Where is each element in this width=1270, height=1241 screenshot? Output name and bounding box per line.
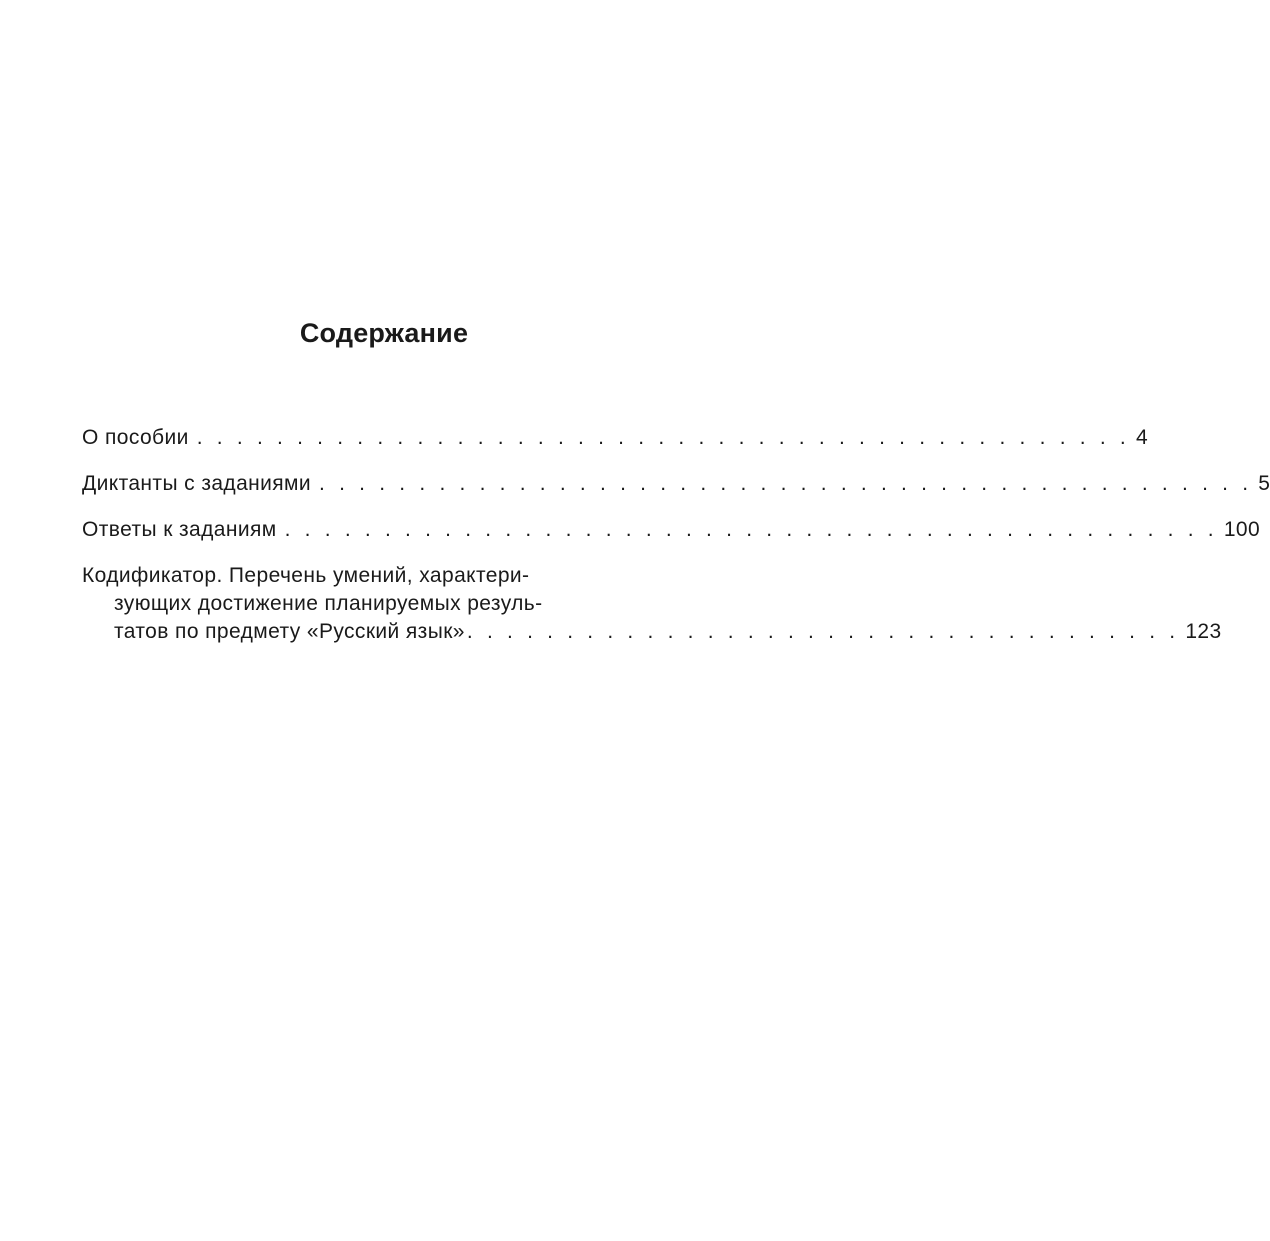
page-title: Содержание [299,318,469,348]
toc-entry-page: 4 [1135,426,1149,449]
toc-entry-label: Ответы к заданиям [82,518,277,541]
toc-entry-about[interactable] [82,424,1149,452]
toc-entry-page: 5 [1258,472,1270,495]
toc-entry-label: Диктанты с заданиями [82,472,312,495]
toc-entry-dictations[interactable] [82,470,1270,498]
dot-leader: . . . . . . . . . . . . . . . . . . . . . . . . . . . . . . . . . . . . . . . . . . . . . . . [284,518,1218,541]
toc-entry-label-line1: Кодификатор. Перечень умений, характери- [82,564,530,587]
toc-entry-label: О пособии [82,426,189,449]
toc-entry-page: 100 [1223,518,1261,541]
dot-leader: . . . . . . . . . . . . . . . . . . . . . . . . . . . . . . . . . . . . [466,620,1180,643]
toc-entry-label-line3: татов по предмету «Русский язык» [114,620,465,643]
toc-entry-page: 123 [1185,620,1222,643]
toc-entry-last-line [82,618,1222,646]
toc-entry-codifier[interactable] [82,562,1222,646]
toc-entry-answers[interactable] [82,516,1261,544]
dot-leader: . . . . . . . . . . . . . . . . . . . . . . . . . . . . . . . . . . . . . . . . . . . . . . . [196,426,1130,449]
dot-leader: . . . . . . . . . . . . . . . . . . . . . . . . . . . . . . . . . . . . . . . . . . . . . . . [319,472,1253,495]
toc-entry-label-line2: зующих достижение планируемых резуль- [114,592,543,615]
table-of-contents [82,424,1270,646]
